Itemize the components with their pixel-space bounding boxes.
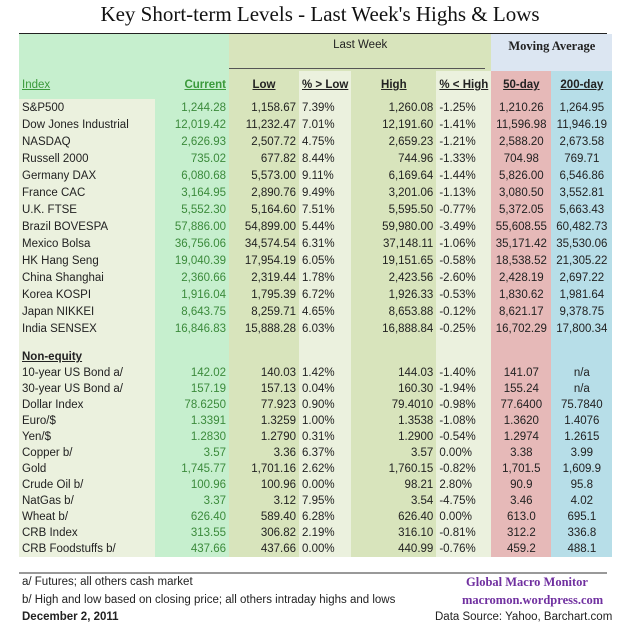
pct-above-low: 7.95% [299,493,351,509]
table-row [19,493,612,509]
pct-below-high: -1.41% [436,116,491,133]
ma-200-day: 3,552.81 [551,184,612,201]
col-header-200-day: 200-day [551,71,612,99]
index-name: NASDAQ [19,133,155,150]
week-high: 1.2900 [351,429,436,445]
pct-above-low: 0.00% [299,477,351,493]
week-high: 12,191.60 [351,116,436,133]
index-name: Brazil BOVESPA [19,218,155,235]
pct-below-high: 0.00% [436,445,491,461]
week-low: 5,164.60 [229,201,299,218]
table-row [19,252,612,269]
ma-50-day: 1,701.5 [491,461,551,477]
index-name: Dow Jones Industrial [19,116,155,133]
week-high: 2,659.23 [351,133,436,150]
current [155,337,229,349]
pct-above-low: 6.72% [299,286,351,303]
ma-50-day: 141.07 [491,365,551,381]
week-low: 8,259.71 [229,303,299,320]
index-name: 10-year US Bond a/ [19,365,155,381]
current: 2,626.93 [155,133,229,150]
week-high: 440.99 [351,541,436,557]
index-name: S&P500 [19,99,155,116]
week-low [229,349,299,365]
table-row [19,541,612,557]
index-name: Japan NIKKEI [19,303,155,320]
week-high: 160.30 [351,381,436,397]
week-low: 1,701.16 [229,461,299,477]
non-equity-header-row [19,349,612,365]
index-name: China Shanghai [19,269,155,286]
col-header-pct-below-high: % < High [436,71,491,99]
current: 6,080.68 [155,167,229,184]
index-name: NatGas b/ [19,493,155,509]
index-name: U.K. FTSE [19,201,155,218]
current: 735.02 [155,150,229,167]
current: 5,552.30 [155,201,229,218]
current: 3,164.95 [155,184,229,201]
pct-above-low: 4.75% [299,133,351,150]
pct-above-low: 8.44% [299,150,351,167]
ma-50-day: 1,210.26 [491,99,551,116]
ma-50-day: 8,621.17 [491,303,551,320]
ma-200-day: 11,946.19 [551,116,612,133]
week-low: 437.66 [229,541,299,557]
ma-200-day: 17,800.34 [551,320,612,337]
ma-50-day [491,349,551,365]
week-low: 157.13 [229,381,299,397]
ma-200-day: 1,609.9 [551,461,612,477]
brand-name: Global Macro Monitor [466,575,588,589]
page-title: Key Short-term Levels - Last Week's Highs & Lows [100,2,540,26]
week-high: 19,151.65 [351,252,436,269]
pct-below-high: -1.13% [436,184,491,201]
ma-200-day: n/a [551,381,612,397]
week-low: 15,888.28 [229,320,299,337]
week-low [229,337,299,349]
col-header-low: Low [229,71,299,99]
pct-above-low: 7.51% [299,201,351,218]
pct-below-high: -1.06% [436,235,491,252]
ma-50-day: 1.2974 [491,429,551,445]
pct-below-high: -1.33% [436,150,491,167]
pct-above-low: 6.05% [299,252,351,269]
ma-50-day: 704.98 [491,150,551,167]
pct-below-high: -0.25% [436,320,491,337]
pct-above-low: 7.01% [299,116,351,133]
week-low: 140.03 [229,365,299,381]
current: 313.55 [155,525,229,541]
ma-50-day: 1.3620 [491,413,551,429]
pct-below-high: -0.98% [436,397,491,413]
footnote-a: a/ Futures; all others cash market [22,576,193,588]
current: 1.3391 [155,413,229,429]
ma-200-day: 695.1 [551,509,612,525]
pct-above-low: 1.00% [299,413,351,429]
ma-200-day: 2,673.58 [551,133,612,150]
header-spacer [19,34,229,71]
week-low: 11,232.47 [229,116,299,133]
current: 36,756.06 [155,235,229,252]
pct-below-high [436,337,491,349]
current: 157.19 [155,381,229,397]
pct-below-high: -0.81% [436,525,491,541]
current: 626.40 [155,509,229,525]
ma-50-day: 3.38 [491,445,551,461]
ma-200-day: 21,305.22 [551,252,612,269]
week-low: 3.12 [229,493,299,509]
week-low: 1.2790 [229,429,299,445]
pct-below-high [436,349,491,365]
week-high: 1.3538 [351,413,436,429]
week-high: 626.40 [351,509,436,525]
table-row [19,365,612,381]
table-row [19,218,612,235]
table-row [19,337,612,349]
index-name: Crude Oil b/ [19,477,155,493]
brand-site: macromon.wordpress.com [462,593,604,607]
ma-200-day [551,337,612,349]
week-high: 8,653.88 [351,303,436,320]
ma-200-day: 1,264.95 [551,99,612,116]
index-name: HK Hang Seng [19,252,155,269]
current: 8,643.75 [155,303,229,320]
ma-50-day: 2,588.20 [491,133,551,150]
week-high: 3.54 [351,493,436,509]
week-high: 1,926.33 [351,286,436,303]
week-high [351,349,436,365]
table-row [19,235,612,252]
pct-above-low: 0.04% [299,381,351,397]
table-row [19,320,612,337]
week-high: 744.96 [351,150,436,167]
index-name: CRB Foodstuffs b/ [19,541,155,557]
week-high: 5,595.50 [351,201,436,218]
table-row [19,269,612,286]
ma-50-day: 5,372.05 [491,201,551,218]
week-high [351,337,436,349]
index-name: Dollar Index [19,397,155,413]
current [155,349,229,365]
pct-above-low: 6.03% [299,320,351,337]
index-name: Korea KOSPI [19,286,155,303]
col-header-current: Current [155,71,229,99]
data-source: Data Source: Yahoo, Barchart.com [435,611,613,623]
week-low: 54,899.00 [229,218,299,235]
index-name: Euro/$ [19,413,155,429]
ma-200-day: 60,482.73 [551,218,612,235]
pct-below-high: -0.53% [436,286,491,303]
pct-below-high: -1.40% [436,365,491,381]
index-name: 30-year US Bond a/ [19,381,155,397]
pct-above-low: 0.00% [299,541,351,557]
pct-below-high: -2.60% [436,269,491,286]
current: 57,886.00 [155,218,229,235]
pct-above-low: 9.11% [299,167,351,184]
week-high: 2,423.56 [351,269,436,286]
ma-50-day [491,337,551,349]
ma-50-day: 77.6400 [491,397,551,413]
ma-50-day: 3.46 [491,493,551,509]
col-header-pct-above-low: % > Low [299,71,351,99]
table-row [19,525,612,541]
index-name: Gold [19,461,155,477]
pct-below-high: 0.00% [436,509,491,525]
pct-below-high: -0.77% [436,201,491,218]
current: 12,019.42 [155,116,229,133]
table-row [19,99,612,116]
ma-50-day: 11,596.98 [491,116,551,133]
table-row [19,167,612,184]
table-row [19,381,612,397]
pct-above-low: 1.78% [299,269,351,286]
last-week-label: Last Week [333,39,388,51]
pct-below-high: -1.21% [436,133,491,150]
ma-200-day: 1.4076 [551,413,612,429]
week-high: 98.21 [351,477,436,493]
table-row [19,429,612,445]
ma-200-day: 2,697.22 [551,269,612,286]
footnote-b: b/ High and low based on closing price; all others intraday highs and lows [22,594,396,606]
ma-200-day: 4.02 [551,493,612,509]
ma-50-day: 3,080.50 [491,184,551,201]
table-row [19,477,612,493]
index-name: Mexico Bolsa [19,235,155,252]
current: 16,846.83 [155,320,229,337]
week-low: 3.36 [229,445,299,461]
pct-above-low: 1.42% [299,365,351,381]
index-name: Yen/$ [19,429,155,445]
table-row [19,133,612,150]
ma-50-day: 459.2 [491,541,551,557]
ma-200-day: 75.7840 [551,397,612,413]
week-low: 589.40 [229,509,299,525]
pct-above-low [299,349,351,365]
ma-50-day: 18,538.52 [491,252,551,269]
pct-below-high: -1.94% [436,381,491,397]
ma-200-day: 769.71 [551,150,612,167]
pct-above-low: 6.37% [299,445,351,461]
pct-above-low: 0.31% [299,429,351,445]
index-name: CRB Index [19,525,155,541]
pct-above-low: 6.28% [299,509,351,525]
index-name: Russell 2000 [19,150,155,167]
pct-below-high: -1.25% [436,99,491,116]
index-name: France CAC [19,184,155,201]
table-row [19,397,612,413]
ma-200-day: 488.1 [551,541,612,557]
ma-200-day: 35,530.06 [551,235,612,252]
week-high: 3.57 [351,445,436,461]
current: 1,745.77 [155,461,229,477]
ma-50-day: 5,826.00 [491,167,551,184]
table-row [19,150,612,167]
week-high: 59,980.00 [351,218,436,235]
ma-50-day: 1,830.62 [491,286,551,303]
table-row [19,303,612,320]
week-low: 77.923 [229,397,299,413]
table-row [19,445,612,461]
table-row [19,413,612,429]
week-low: 34,574.54 [229,235,299,252]
current: 2,360.66 [155,269,229,286]
index-name: Germany DAX [19,167,155,184]
pct-below-high: -0.82% [436,461,491,477]
ma-50-day: 35,171.42 [491,235,551,252]
current: 19,040.39 [155,252,229,269]
pct-above-low: 5.44% [299,218,351,235]
week-high: 1,260.08 [351,99,436,116]
bottom-rule [19,572,607,574]
non-equity-label: Non-equity [19,349,155,365]
week-high: 6,169.64 [351,167,436,184]
current: 1.2830 [155,429,229,445]
current: 3.57 [155,445,229,461]
ma-200-day: 5,663.43 [551,201,612,218]
pct-above-low: 7.39% [299,99,351,116]
pct-above-low: 6.31% [299,235,351,252]
week-low: 1,158.67 [229,99,299,116]
table-row [19,116,612,133]
index-name: Wheat b/ [19,509,155,525]
report-date: December 2, 2011 [22,611,119,623]
ma-200-day [551,349,612,365]
ma-200-day: 3.99 [551,445,612,461]
ma-50-day: 155.24 [491,381,551,397]
ma-50-day: 55,608.55 [491,218,551,235]
col-header-50-day: 50-day [491,71,551,99]
index-name: Copper b/ [19,445,155,461]
index-name: India SENSEX [19,320,155,337]
levels-table [19,34,612,557]
table-row [19,286,612,303]
current: 1,244.28 [155,99,229,116]
ma-200-day: 1.2615 [551,429,612,445]
week-low: 306.82 [229,525,299,541]
col-header-index: Index [19,71,155,99]
ma-50-day: 16,702.29 [491,320,551,337]
pct-above-low: 4.65% [299,303,351,320]
current: 3.37 [155,493,229,509]
ma-50-day: 613.0 [491,509,551,525]
week-high: 16,888.84 [351,320,436,337]
current: 142.02 [155,365,229,381]
pct-above-low: 2.62% [299,461,351,477]
ma-200-day: n/a [551,365,612,381]
current: 100.96 [155,477,229,493]
last-week-header [229,34,491,71]
week-high: 3,201.06 [351,184,436,201]
ma-200-day: 1,981.64 [551,286,612,303]
ma-200-day: 95.8 [551,477,612,493]
moving-average-header: Moving Average [491,34,612,71]
ma-50-day: 2,428.19 [491,269,551,286]
pct-above-low: 9.49% [299,184,351,201]
pct-below-high: -0.12% [436,303,491,320]
current: 78.6250 [155,397,229,413]
pct-above-low: 0.90% [299,397,351,413]
pct-below-high: -0.58% [436,252,491,269]
table-row [19,509,612,525]
table-row [19,201,612,218]
week-high: 316.10 [351,525,436,541]
table-row [19,184,612,201]
pct-below-high: -0.54% [436,429,491,445]
pct-below-high: -4.75% [436,493,491,509]
week-high: 79.4010 [351,397,436,413]
ma-50-day: 90.9 [491,477,551,493]
pct-below-high: 2.80% [436,477,491,493]
week-high: 37,148.11 [351,235,436,252]
week-low: 1.3259 [229,413,299,429]
index-name [19,337,155,349]
ma-200-day: 9,378.75 [551,303,612,320]
week-high: 1,760.15 [351,461,436,477]
week-low: 2,890.76 [229,184,299,201]
week-low: 2,319.44 [229,269,299,286]
col-header-high: High [351,71,436,99]
ma-50-day: 312.2 [491,525,551,541]
week-low: 5,573.00 [229,167,299,184]
week-low: 17,954.19 [229,252,299,269]
pct-above-low [299,337,351,349]
table-row [19,461,612,477]
current: 1,916.04 [155,286,229,303]
pct-below-high: -1.08% [436,413,491,429]
ma-200-day: 336.8 [551,525,612,541]
ma-200-day: 6,546.86 [551,167,612,184]
pct-below-high: -1.44% [436,167,491,184]
week-low: 2,507.72 [229,133,299,150]
pct-above-low: 2.19% [299,525,351,541]
week-low: 1,795.39 [229,286,299,303]
current: 437.66 [155,541,229,557]
week-low: 677.82 [229,150,299,167]
week-high: 144.03 [351,365,436,381]
pct-below-high: -3.49% [436,218,491,235]
pct-below-high: -0.76% [436,541,491,557]
week-low: 100.96 [229,477,299,493]
